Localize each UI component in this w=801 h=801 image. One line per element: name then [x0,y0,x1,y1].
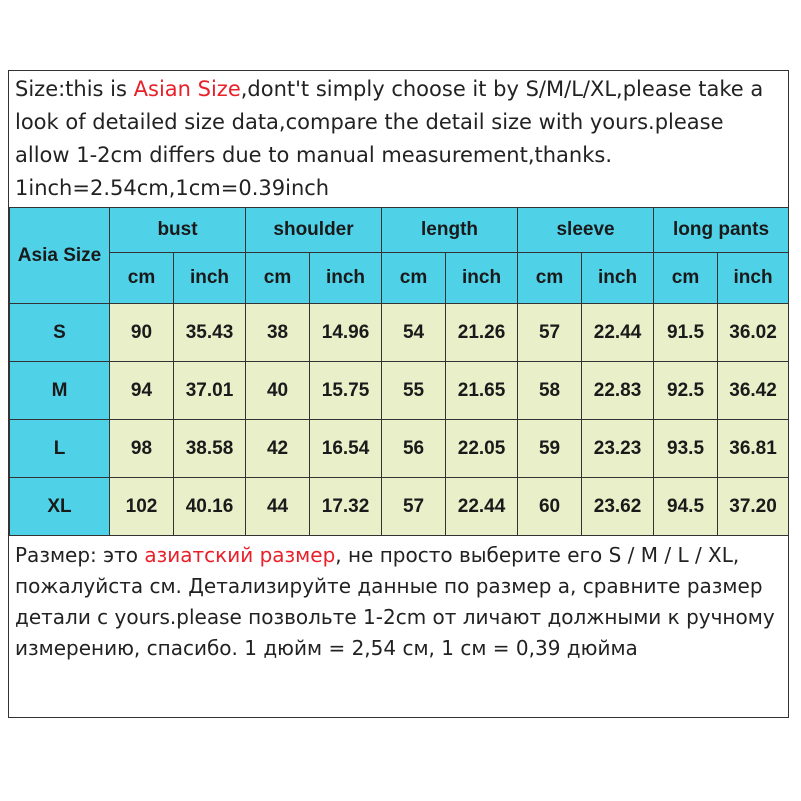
table-cell: 36.42 [718,362,789,420]
table-cell: 58 [518,362,582,420]
table-cell: 57 [382,478,446,536]
table-cell: 59 [518,420,582,478]
size-chart-frame [8,70,789,718]
table-cell: 37.01 [174,362,246,420]
size-label: XL [10,478,110,536]
table-cell: 44 [246,478,310,536]
table-cell: 94.5 [654,478,718,536]
table-cell: 22.83 [582,362,654,420]
table-cell: 36.02 [718,304,789,362]
unit-header: inch [582,253,654,304]
table-cell: 22.44 [446,478,518,536]
table-cell: 94 [110,362,174,420]
intro-highlight: Asian Size [133,77,241,101]
unit-header: cm [654,253,718,304]
table-cell: 60 [518,478,582,536]
table-cell: 55 [382,362,446,420]
unit-header: inch [310,253,382,304]
table-cell: 91.5 [654,304,718,362]
unit-header: cm [246,253,310,304]
table-unit-row [10,253,789,304]
table-cell: 102 [110,478,174,536]
table-cell: 38.58 [174,420,246,478]
table-row [10,362,789,420]
table-cell: 40.16 [174,478,246,536]
outro-text-start: Размер: это [15,543,145,567]
table-cell: 35.43 [174,304,246,362]
table-cell: 23.62 [582,478,654,536]
unit-header: inch [446,253,518,304]
table-cell: 57 [518,304,582,362]
size-table [9,207,789,536]
outro-highlight: азиатский размер [144,543,336,567]
table-cell: 21.65 [446,362,518,420]
table-cell: 15.75 [310,362,382,420]
table-cell: 56 [382,420,446,478]
header-sleeve: sleeve [518,208,654,253]
table-cell: 21.26 [446,304,518,362]
table-cell: 93.5 [654,420,718,478]
size-label: S [10,304,110,362]
table-cell: 37.20 [718,478,789,536]
table-cell: 42 [246,420,310,478]
table-cell: 90 [110,304,174,362]
table-cell: 23.23 [582,420,654,478]
table-cell: 98 [110,420,174,478]
table-row [10,478,789,536]
intro-note [9,71,788,207]
outro-text-end: , не просто выберите его S / M / L / XL, пожалуйста см. Детализируйте данные по размер а, сравните размер детали с yours.please позвольте 1-2cm от личают должными к ручному измерению, спасибо. 1 дюйм = 2,54 см, 1 см = 0,39 дюйма [15,543,775,660]
table-cell: 36.81 [718,420,789,478]
header-shoulder: shoulder [246,208,382,253]
table-cell: 14.96 [310,304,382,362]
table-cell: 38 [246,304,310,362]
size-label: M [10,362,110,420]
unit-header: inch [174,253,246,304]
intro-text-end: ,dont't simply choose it by S/M/L/XL,please take a look of detailed size data,compare the detail size with yours.please allow 1-2cm differs due to manual measurement,thanks. 1inch=2.54cm,1cm=0.39inch [15,77,764,200]
table-row [10,420,789,478]
header-length: length [382,208,518,253]
unit-header: cm [110,253,174,304]
table-header-row [10,208,789,253]
table-cell: 40 [246,362,310,420]
table-cell: 92.5 [654,362,718,420]
table-cell: 22.05 [446,420,518,478]
table-cell: 22.44 [582,304,654,362]
size-label: L [10,420,110,478]
unit-header: inch [718,253,789,304]
table-row [10,304,789,362]
size-column-header: Asia Size [10,208,110,304]
unit-header: cm [382,253,446,304]
header-bust: bust [110,208,246,253]
table-cell: 54 [382,304,446,362]
unit-header: cm [518,253,582,304]
header-long-pants: long pants [654,208,789,253]
table-cell: 16.54 [310,420,382,478]
intro-text-start: Size:this is [15,77,134,101]
outro-note [9,536,788,664]
table-cell: 17.32 [310,478,382,536]
